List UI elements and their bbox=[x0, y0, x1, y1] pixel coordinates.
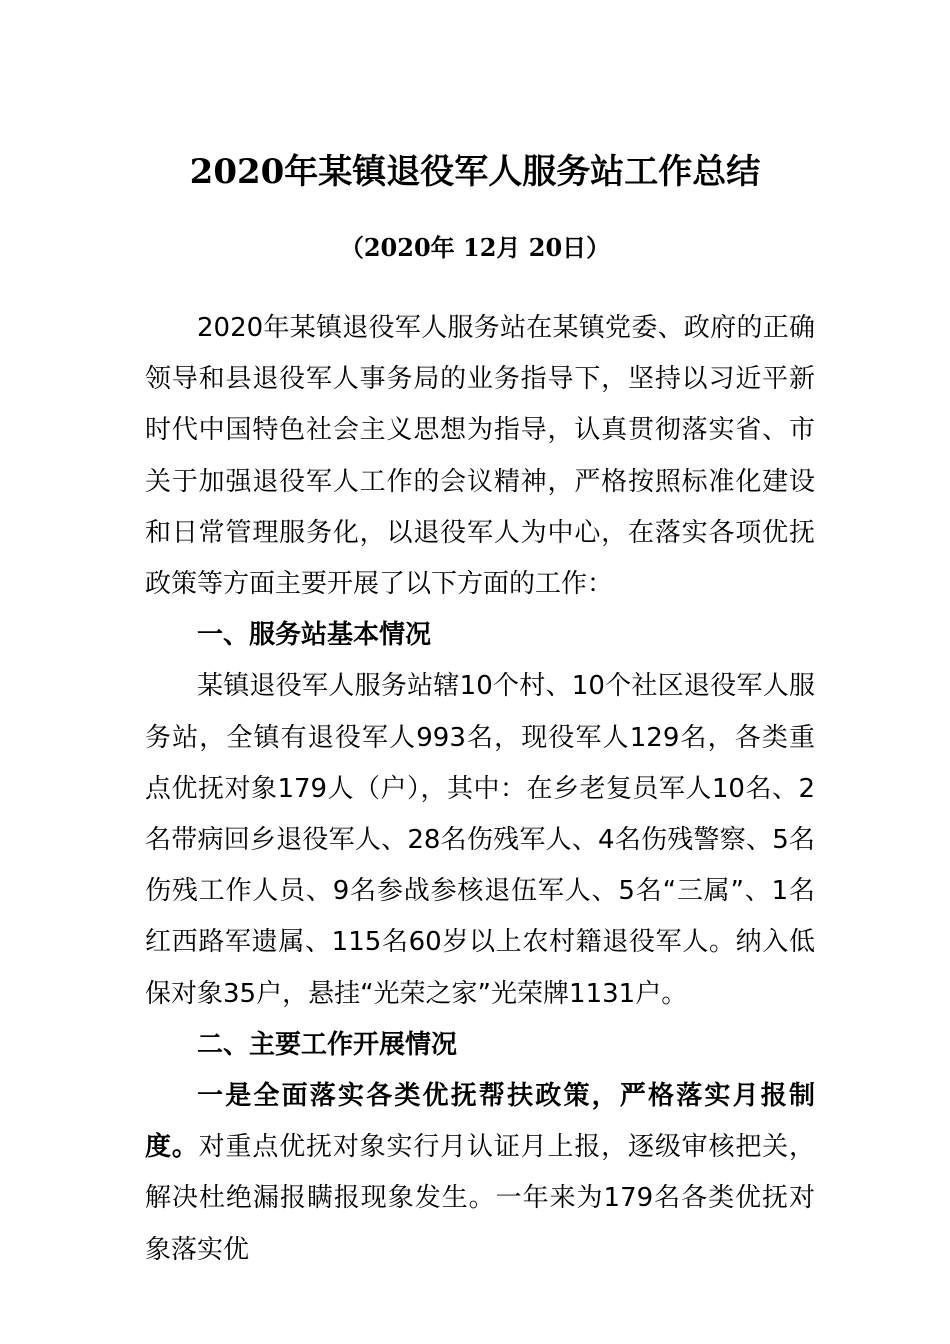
basic-info-paragraph: 某镇退役军人服务站辖10个村、10个社区退役军人服务站，全镇有退役军人993名，现役军人129名，各类重点优抚对象179人（户），其中：在乡老复员军人10名、2名带病回乡退役军人、28名伤残军人、4名伤残警察、5名伤残工作人员、9名参战参核退伍军人、5名“三属”、1名红西路军遗属、115名60岁以上农村籍退役军人。纳入低保对象35户，悬挂“光荣之家”光荣牌1131户。 bbox=[145, 671, 815, 1009]
document-title: 2020年某镇退役军人服务站工作总结 bbox=[189, 152, 761, 192]
main-work-item1-text: 对重点优抚对象实行月认证月上报，逐级审核把关，解决杜绝漏报瞒报现象发生。一年来为179名各类优抚对象落实优 bbox=[145, 1132, 815, 1265]
section-heading-main-work: 二、主要工作开展情况 bbox=[197, 1029, 458, 1060]
main-work-item1-lead: 一是全面落实各类优抚帮扶政策，严格落实月报制度。 bbox=[145, 1081, 815, 1163]
intro-paragraph: 2020年某镇退役军人服务站在某镇党委、政府的正确领导和县退役军人事务局的业务指导下，坚持以习近平新时代中国特色社会主义思想为指导，认真贯彻落实省、市关于加强退役军人工作的会议精神，严格按照标准化建设和日常管理服务化，以退役军人为中心，在落实各项优抚政策等方面主要开展了以下方面的工作： bbox=[145, 313, 815, 600]
document-date: （2020年 12月 20日） bbox=[339, 233, 611, 262]
main-work-paragraph bbox=[145, 1071, 815, 1276]
document-body bbox=[145, 303, 815, 1276]
section-heading-basic-info: 一、服务站基本情况 bbox=[197, 620, 432, 651]
